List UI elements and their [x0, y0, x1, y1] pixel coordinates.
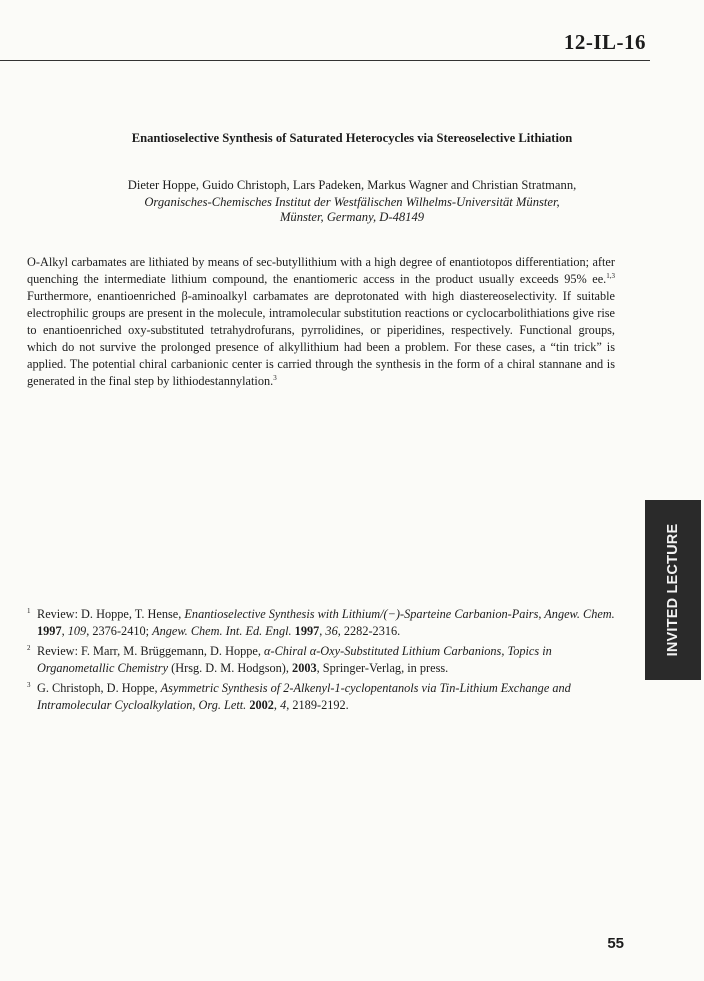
reference-item: $^3$ G. Christoph, D. Hoppe, Asymmetric Synthesis of 2-Alkenyl-1-cyclopentanols via Tin-Lithium Exchange and Intramolecular Cycloalkylation, Org. Lett. 2002, 4, 2189-2192. — [27, 677, 621, 714]
reference-year: 1997 — [294, 624, 320, 639]
paper-title: Enantioselective Synthesis of Saturated Heterocycles via Stereoselective Lithiation — [131, 131, 573, 145]
reference-year: 2003 — [292, 661, 317, 676]
reference-journal: Angew. Chem. Int. Ed. Engl. — [152, 624, 292, 639]
citation-marker: 1,3 — [606, 271, 615, 280]
reference-number: 2 — [27, 644, 31, 653]
affiliation-line-1: Organisches-Chemisches Institut der Westfälischen Wilhelms-Universität Münster, — [144, 195, 560, 209]
reference-number: 3 — [27, 681, 31, 690]
reference-title: α-Chiral α-Oxy-Substituted Lithium Carbanions, Topics in Organometallic Chemistry — [37, 644, 552, 676]
reference-title: Asymmetric Synthesis of 2-Alkenyl-1-cyclopentanols via Tin-Lithium Exchange and Intramolecular Cycloalkylation, Org. Lett. — [37, 681, 571, 713]
affiliation-line-2: Münster, Germany, D-48149 — [279, 210, 425, 224]
abstract-text-part-1: O-Alkyl carbamates are lithiated by means of sec-butyllithium with a high degree of enantiotopos differentiation; after quenching the intermediate lithium compound, the enantiomeric access in the product usually exceeds 95% ee. — [27, 255, 615, 286]
author-list: Dieter Hoppe, Guido Christoph, Lars Padeken, Markus Wagner and Christian Stratmann, — [127, 178, 577, 192]
side-tab — [645, 500, 701, 680]
reference-item: $^1$ Review: D. Hoppe, T. Hense, Enantioselective Synthesis with Lithium/(−)-Sparteine Carbanion-Pairs, Angew. Chem. 1997, 109, 2376-2410; Angew. Chem. Int. Ed. Engl. 1997, 36, 2282-2316. — [27, 603, 621, 640]
side-tab-label: INVITED LECTURE — [665, 523, 681, 657]
reference-year: 1997 — [37, 624, 62, 639]
reference-volume: 36 — [325, 624, 338, 639]
abstract-paragraph — [27, 254, 615, 390]
abstract-text-part-2: Furthermore, enantioenriched β-aminoalkyl carbamates are deprotonated with high diastereoselectivity. If suitable electrophilic groups are present in the molecule, intramolecular substitution reactions or cyclocarbolithiations give rise to enantioenriched oxy-substituted tetrahydrofurans, pyrrolidines, or piperidines, respectively. Functional groups, which do not survive the prolonged presence of alkyllithium had been a problem. For these cases, a “tin trick” is applied. The potential chiral carbanionic center is carried through the synthesis in the form of a chiral stannane and is generated in the final step by lithiodestannylation. — [27, 289, 615, 388]
reference-volume: 4 — [280, 698, 287, 713]
paper-code: 12-IL-16 — [563, 30, 646, 54]
citation-marker: 3 — [273, 373, 277, 382]
reference-title: Enantioselective Synthesis with Lithium/(−)-Sparteine Carbanion-Pairs, Angew. Chem. — [184, 607, 615, 622]
reference-year: 2002 — [249, 698, 274, 713]
header-rule — [0, 60, 650, 61]
reference-number: 1 — [27, 607, 31, 615]
reference-item: $^2$ Review: F. Marr, M. Brüggemann, D. Hoppe, α-Chiral α-Oxy-Substituted Lithium Carbanions, Topics in Organometallic Chemistry (Hrsg. D. M. Hodgson), 2003, Springer-Verlag, in press. — [27, 640, 621, 677]
reference-list — [27, 603, 621, 714]
page-number: 55 — [607, 935, 624, 952]
reference-volume: 109 — [67, 624, 87, 639]
